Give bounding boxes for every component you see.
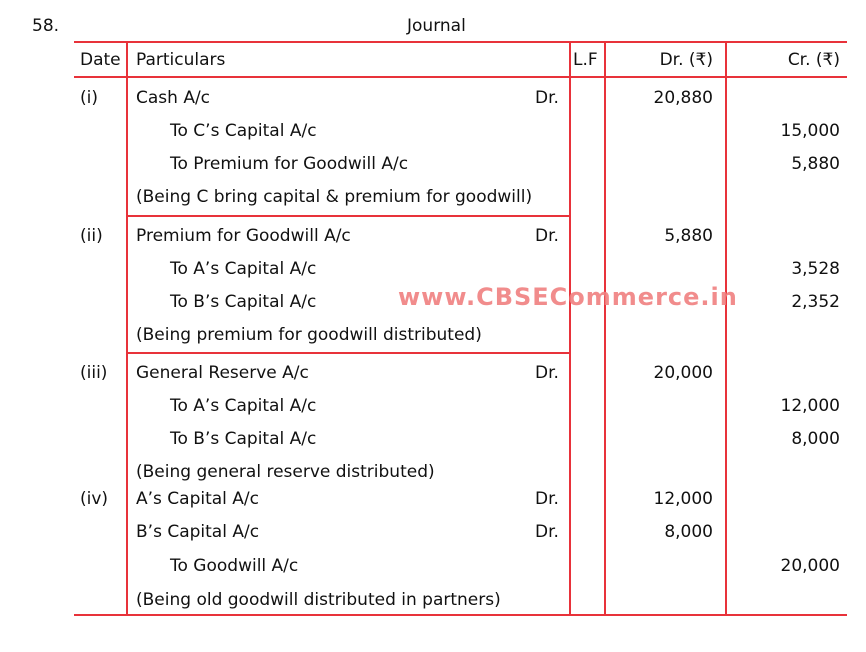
header-date: Date <box>80 50 121 70</box>
entry-narration: (Being C bring capital & premium for goodwill) <box>136 187 533 207</box>
cr-amount: 12,000 <box>780 396 840 416</box>
dr-mark: Dr. <box>535 88 559 108</box>
entry-separator-1 <box>127 215 570 217</box>
dr-amount: 12,000 <box>653 489 713 509</box>
cr-amount: 8,000 <box>791 429 840 449</box>
header-bottom-rule <box>74 76 847 78</box>
lf-column-rule <box>604 41 606 616</box>
cr-amount: 15,000 <box>780 121 840 141</box>
dr-mark: Dr. <box>535 489 559 509</box>
entry-narration: (Being general reserve distributed) <box>136 462 435 482</box>
entry-account: To A’s Capital A/c <box>170 396 317 416</box>
journal-title: Journal <box>407 16 466 36</box>
dr-mark: Dr. <box>535 226 559 246</box>
entry-account: To B’s Capital A/c <box>170 292 317 312</box>
entry-account: To C’s Capital A/c <box>170 121 317 141</box>
entry-account: A’s Capital A/c <box>136 489 260 509</box>
entry-account: To Premium for Goodwill A/c <box>170 154 409 174</box>
dr-amount: 20,000 <box>653 363 713 383</box>
watermark: www.CBSECommerce.in <box>398 283 738 311</box>
entry-account: To Goodwill A/c <box>170 556 299 576</box>
entry-account: To B’s Capital A/c <box>170 429 317 449</box>
date-column-rule <box>126 41 128 616</box>
dr-mark: Dr. <box>535 522 559 542</box>
dr-column-rule <box>725 41 727 616</box>
header-dr: Dr. (₹) <box>659 50 713 70</box>
cr-amount: 3,528 <box>791 259 840 279</box>
entry-date: (iii) <box>80 363 108 383</box>
dr-amount: 5,880 <box>664 226 713 246</box>
entry-account: Cash A/c <box>136 88 211 108</box>
entry-date: (iv) <box>80 489 109 509</box>
entry-account: Premium for Goodwill A/c <box>136 226 351 246</box>
entry-account: B’s Capital A/c <box>136 522 260 542</box>
cr-amount: 2,352 <box>791 292 840 312</box>
dr-amount: 20,880 <box>653 88 713 108</box>
entry-account: To A’s Capital A/c <box>170 259 317 279</box>
header-cr: Cr. (₹) <box>787 50 840 70</box>
entry-narration: (Being old goodwill distributed in partners) <box>136 590 501 610</box>
entry-account: General Reserve A/c <box>136 363 309 383</box>
cr-amount: 20,000 <box>780 556 840 576</box>
entry-date: (ii) <box>80 226 103 246</box>
header-lf: L.F <box>573 50 598 70</box>
question-number: 58. <box>32 16 60 36</box>
table-top-rule <box>74 41 847 43</box>
dr-mark: Dr. <box>535 363 559 383</box>
entry-separator-2 <box>127 352 570 354</box>
header-particulars: Particulars <box>136 50 226 70</box>
table-bottom-rule <box>74 614 847 616</box>
entry-narration: (Being premium for goodwill distributed) <box>136 325 482 345</box>
particulars-column-rule <box>569 41 571 616</box>
cr-amount: 5,880 <box>791 154 840 174</box>
dr-amount: 8,000 <box>664 522 713 542</box>
entry-date: (i) <box>80 88 98 108</box>
